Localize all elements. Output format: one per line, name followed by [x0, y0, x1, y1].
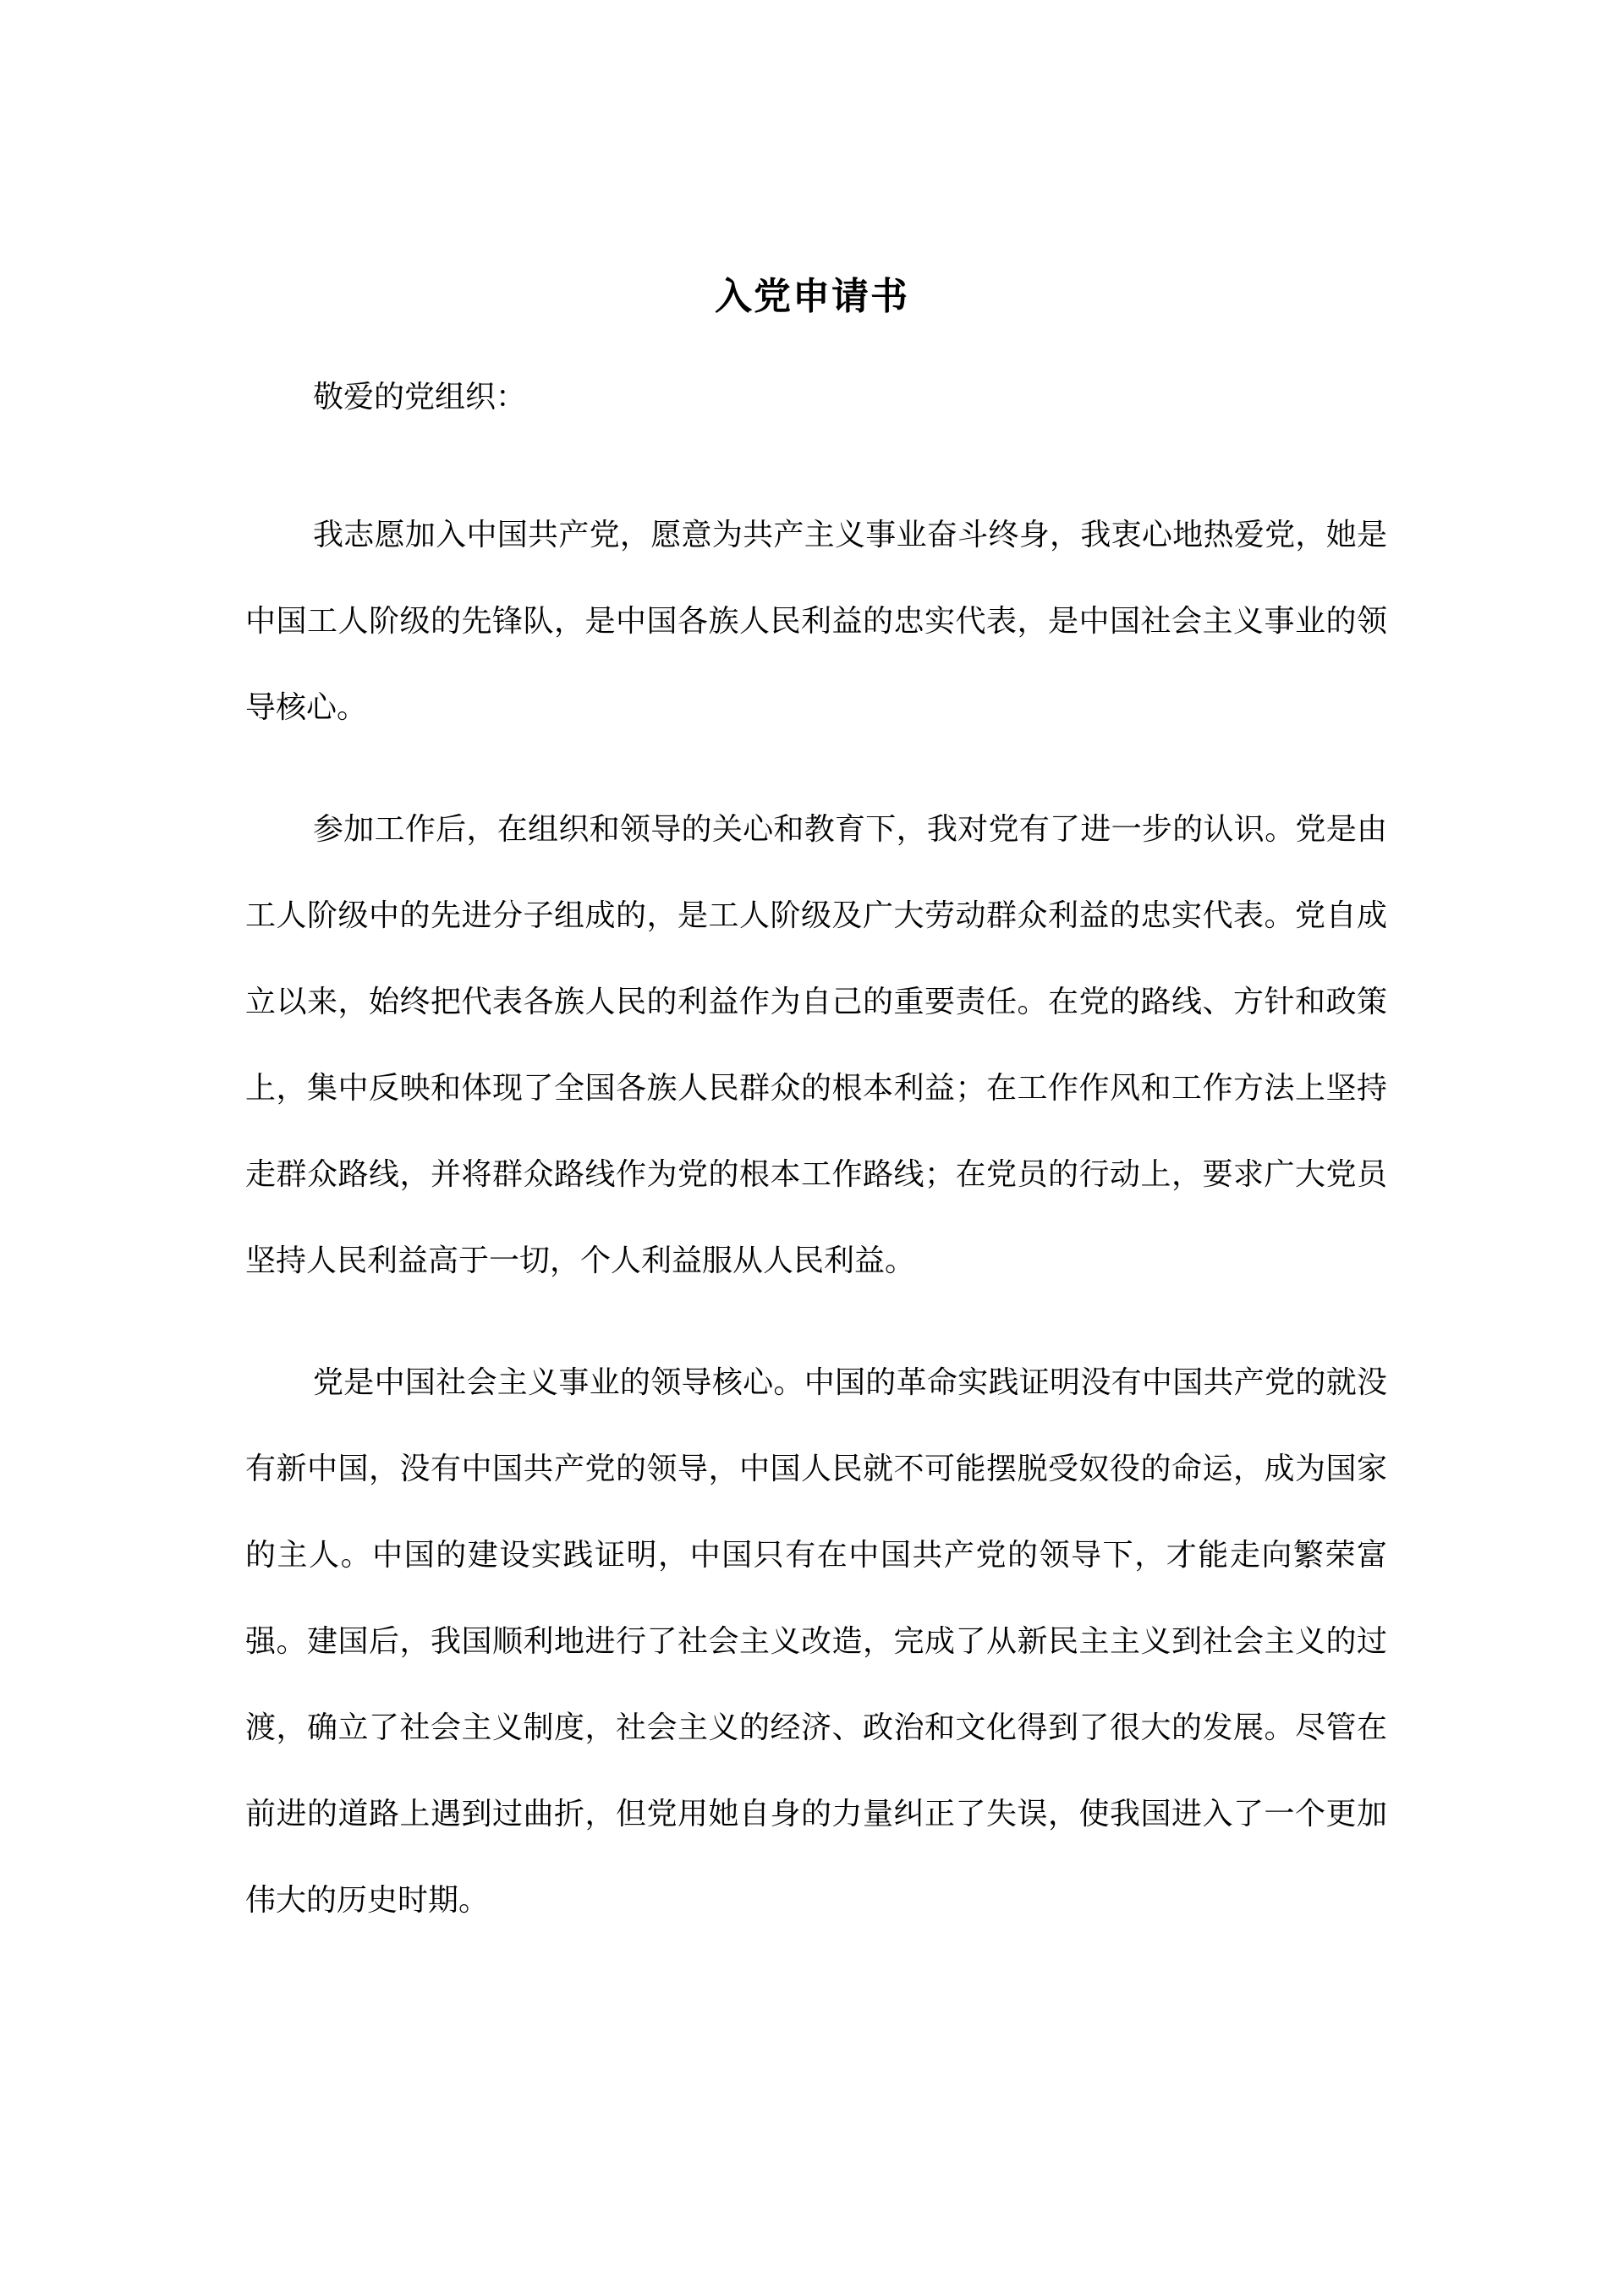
document-title: 入党申请书 [715, 275, 909, 319]
salutation: 敬爱的党组织： [313, 380, 527, 415]
paragraph-1: 我志愿加入中国共产党，愿意为共产主义事业奋斗终身，我衷心地热爱党，她是中国工人阶级的先锋队，是中国各族人民利益的忠实代表，是中国社会主义事业的领导核心。 [245, 518, 1387, 725]
paragraph-2: 参加工作后，在组织和领导的关心和教育下，我对党有了进一步的认识。党是由工人阶级中的先进分子组成的，是工人阶级及广大劳动群众利益的忠实代表。党自成立以来，始终把代表各族人民的利益作为自己的重要责任。在党的路线、方针和政策上，集中反映和体现了全国各族人民群众的根本利益；在工作作风和工作方法上坚持走群众路线，并将群众路线作为党的根本工作路线；在党员的行动上，要求广大党员坚持人民利益高于一切，个人利益服从人民利益。 [245, 812, 1387, 1278]
paragraph-3: 党是中国社会主义事业的领导核心。中国的革命实践证明没有中国共产党的就没有新中国，没有中国共产党的领导，中国人民就不可能摆脱受奴役的命运，成为国家的主人。中国的建设实践证明，中国只有在中国共产党的领导下，才能走向繁荣富强。建国后，我国顺利地进行了社会主义改造，完成了从新民主主义到社会主义的过渡，确立了社会主义制度，社会主义的经济、政治和文化得到了很大的发展。尽管在前进的道路上遇到过曲折，但党用她自身的力量纠正了失误，使我国进入了一个更加伟大的历史时期。 [245, 1365, 1387, 1918]
document-body [245, 372, 1387, 1944]
